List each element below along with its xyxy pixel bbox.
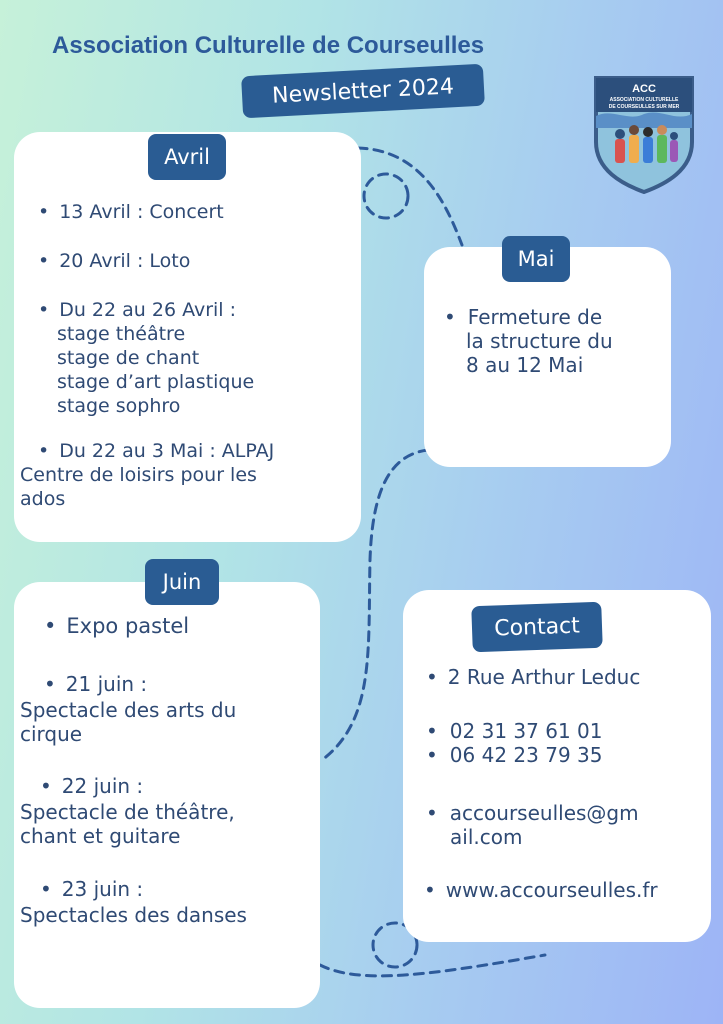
juin-23-detail: Spectacles des danses [20, 903, 247, 927]
avril-item-alpaj: • Du 22 au 3 Mai : ALPAJ [38, 439, 274, 463]
pill-juin: Juin [145, 559, 219, 605]
contact-phone-2[interactable]: 06 42 23 79 35 [449, 743, 603, 767]
avril-item-loto: • 20 Avril : Loto [38, 249, 190, 273]
juin-item-23: • 23 juin : [40, 877, 143, 901]
logo-abbr: ACC [632, 83, 656, 95]
newsletter-badge: Newsletter 2024 [241, 64, 485, 119]
avril-item-stage-header: • Du 22 au 26 Avril : [38, 298, 236, 322]
avril-stage-theatre: stage théâtre [57, 323, 186, 345]
logo-line1: ASSOCIATION CULTURELLE [609, 97, 679, 103]
contact-phones: • 02 31 37 61 01 • 06 42 23 79 35 [426, 719, 603, 767]
pill-avril: Avril [148, 134, 226, 180]
contact-website[interactable]: • www.accourseulles.fr [424, 878, 658, 902]
juin-22-detail: Spectacle de théâtre, chant et guitare [20, 800, 235, 848]
logo-line2: DE COURSEULLES SUR MER [608, 104, 680, 110]
avril-alpaj-detail: Centre de loisirs pour les ados [20, 464, 257, 510]
juin-item-21: • 21 juin : [44, 672, 147, 696]
avril-stage-list [57, 322, 254, 418]
page-title: Association Culturelle de Courseulles [52, 32, 485, 59]
avril-stage-sophro: stage sophro [57, 395, 181, 417]
pill-contact: Contact [471, 602, 603, 653]
avril-stage-chant: stage de chant [57, 347, 200, 369]
pill-mai: Mai [502, 236, 570, 282]
juin-item-22: • 22 juin : [40, 774, 143, 798]
juin-21-detail: Spectacle des arts du cirque [20, 698, 237, 746]
contact-phone-1[interactable]: 02 31 37 61 01 [449, 719, 603, 743]
contact-address: • 2 Rue Arthur Leduc [426, 665, 640, 689]
juin-item-expo: • Expo pastel [44, 614, 189, 638]
acc-logo [592, 72, 696, 194]
mai-item-fermeture: • Fermeture de la structure du 8 au 12 Mai [444, 305, 613, 377]
contact-email[interactable]: • accourseulles@gm ail.com [426, 801, 639, 849]
avril-item-concert: • 13 Avril : Concert [38, 200, 224, 224]
avril-stage-art: stage d’art plastique [57, 371, 255, 393]
